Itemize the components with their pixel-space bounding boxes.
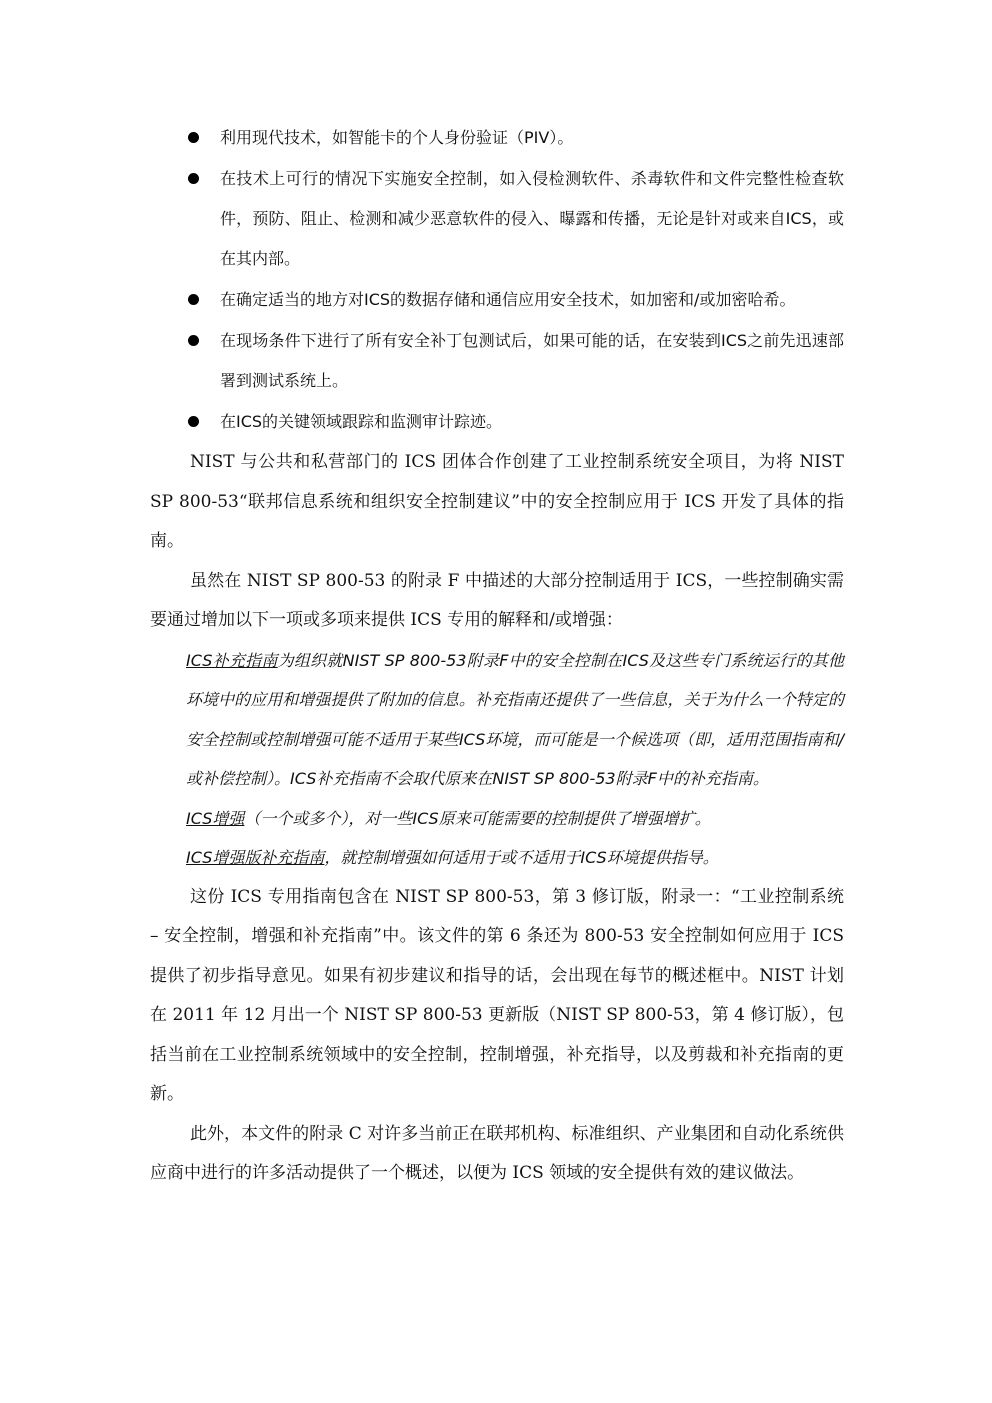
- bullet-text: 在技术上可行的情况下实施安全控制，如入侵检测软件、杀毒软件和文件完整性检查软件，预防、阻止、检测和减少恶意软件的侵入、曝露和传播，无论是针对或来自ICS，或在其内部。: [220, 169, 844, 268]
- ics-supplemental-guidance: [150, 641, 844, 799]
- term-ics-supplemental-guidance: ICS补充指南: [186, 650, 278, 670]
- bullet-dot-icon: [188, 173, 199, 184]
- bullet-text: 在确定适当的地方对ICS的数据存储和通信应用安全技术，如加密和/或加密哈希。: [220, 290, 796, 309]
- term-ics-enhancement-supplemental-guidance: ICS增强版补充指南: [186, 848, 325, 867]
- paragraph-nist-project: NIST 与公共和私营部门的 ICS 团体合作创建了工业控制系统安全项目，为将 NIST SP 800-53“联邦信息系统和组织安全控制建议”中的安全控制应用于 ICS 开发了具体的指南。: [150, 452, 844, 551]
- bullet-dot-icon: [188, 416, 199, 427]
- paragraph-appendix-c: 此外，本文件的附录 C 对许多当前正在联邦机构、标准组织、产业集团和自动化系统供应商中进行的许多活动提供了一个概述，以便为 ICS 领域的安全提供有效的建议做法。: [150, 1123, 844, 1183]
- bullet-dot-icon: [188, 132, 199, 143]
- ics-enhancements-text: （一个或多个），对一些ICS原来可能需要的控制提供了增强增扩。: [244, 808, 711, 828]
- bullet-item: [150, 159, 844, 279]
- ics-supplemental-guidance-text: 为组织就NIST SP 800-53附录F中的安全控制在ICS及这些专门系统运行的其他环境中的应用和增强提供了附加的信息。补充指南还提供了一些信息，关于为什么一个特定的安全控制或控制增强可能不适用于某些ICS环境，而可能是一个候选项（即，适用范围指南和/或补偿控制）。ICS补充指南不会取代原来在NIST SP 800-53附录F中的补充指南。: [186, 650, 844, 788]
- page-content: [150, 118, 844, 1194]
- term-ics-enhancements: ICS增强: [186, 808, 245, 828]
- bullet-text: 在ICS的关键领域跟踪和监测审计踪迹。: [220, 412, 503, 431]
- ics-enhancements: [150, 799, 844, 839]
- bullet-item: [150, 280, 844, 320]
- bullet-dot-icon: [188, 294, 199, 305]
- bullet-text: 在现场条件下进行了所有安全补丁包测试后，如果可能的话，在安装到ICS之前先迅速部署到测试系统上。: [220, 331, 844, 390]
- bullet-item: [150, 118, 844, 158]
- paragraph-appendix-f: 虽然在 NIST SP 800-53 的附录 F 中描述的大部分控制适用于 ICS，一些控制确实需要通过增加以下一项或多项来提供 ICS 专用的解释和/或增强：: [150, 570, 844, 630]
- paragraph-ics-guidance: 这份 ICS 专用指南包含在 NIST SP 800-53，第 3 修订版，附录一：“工业控制系统 – 安全控制，增强和补充指南”中。该文件的第 6 条还为 800-53 安全控制如何应用于 ICS 提供了初步指导意见。如果有初步建议和指导的话，会出现在每节的概述框中。NIST 计划在 2011 年 12 月出一个 NIST SP 800-53 更新版（NIST SP 800-53，第 4 修订版），包括当前在工业控制系统领域中的安全控制，控制增强，补充指导，以及剪裁和补充指南的更新。: [150, 886, 844, 1104]
- bullet-text: 利用现代技术，如智能卡的个人身份验证（PIV）。: [220, 128, 574, 147]
- bullet-dot-icon: [188, 335, 199, 346]
- bullet-item: [150, 321, 844, 401]
- bullet-item: [150, 402, 844, 442]
- bullet-list: [150, 118, 844, 442]
- ics-enhancement-supplemental-guidance: [150, 838, 844, 878]
- ics-enhancement-supplemental-guidance-text: ，就控制增强如何适用于或不适用于ICS环境提供指导。: [324, 848, 719, 867]
